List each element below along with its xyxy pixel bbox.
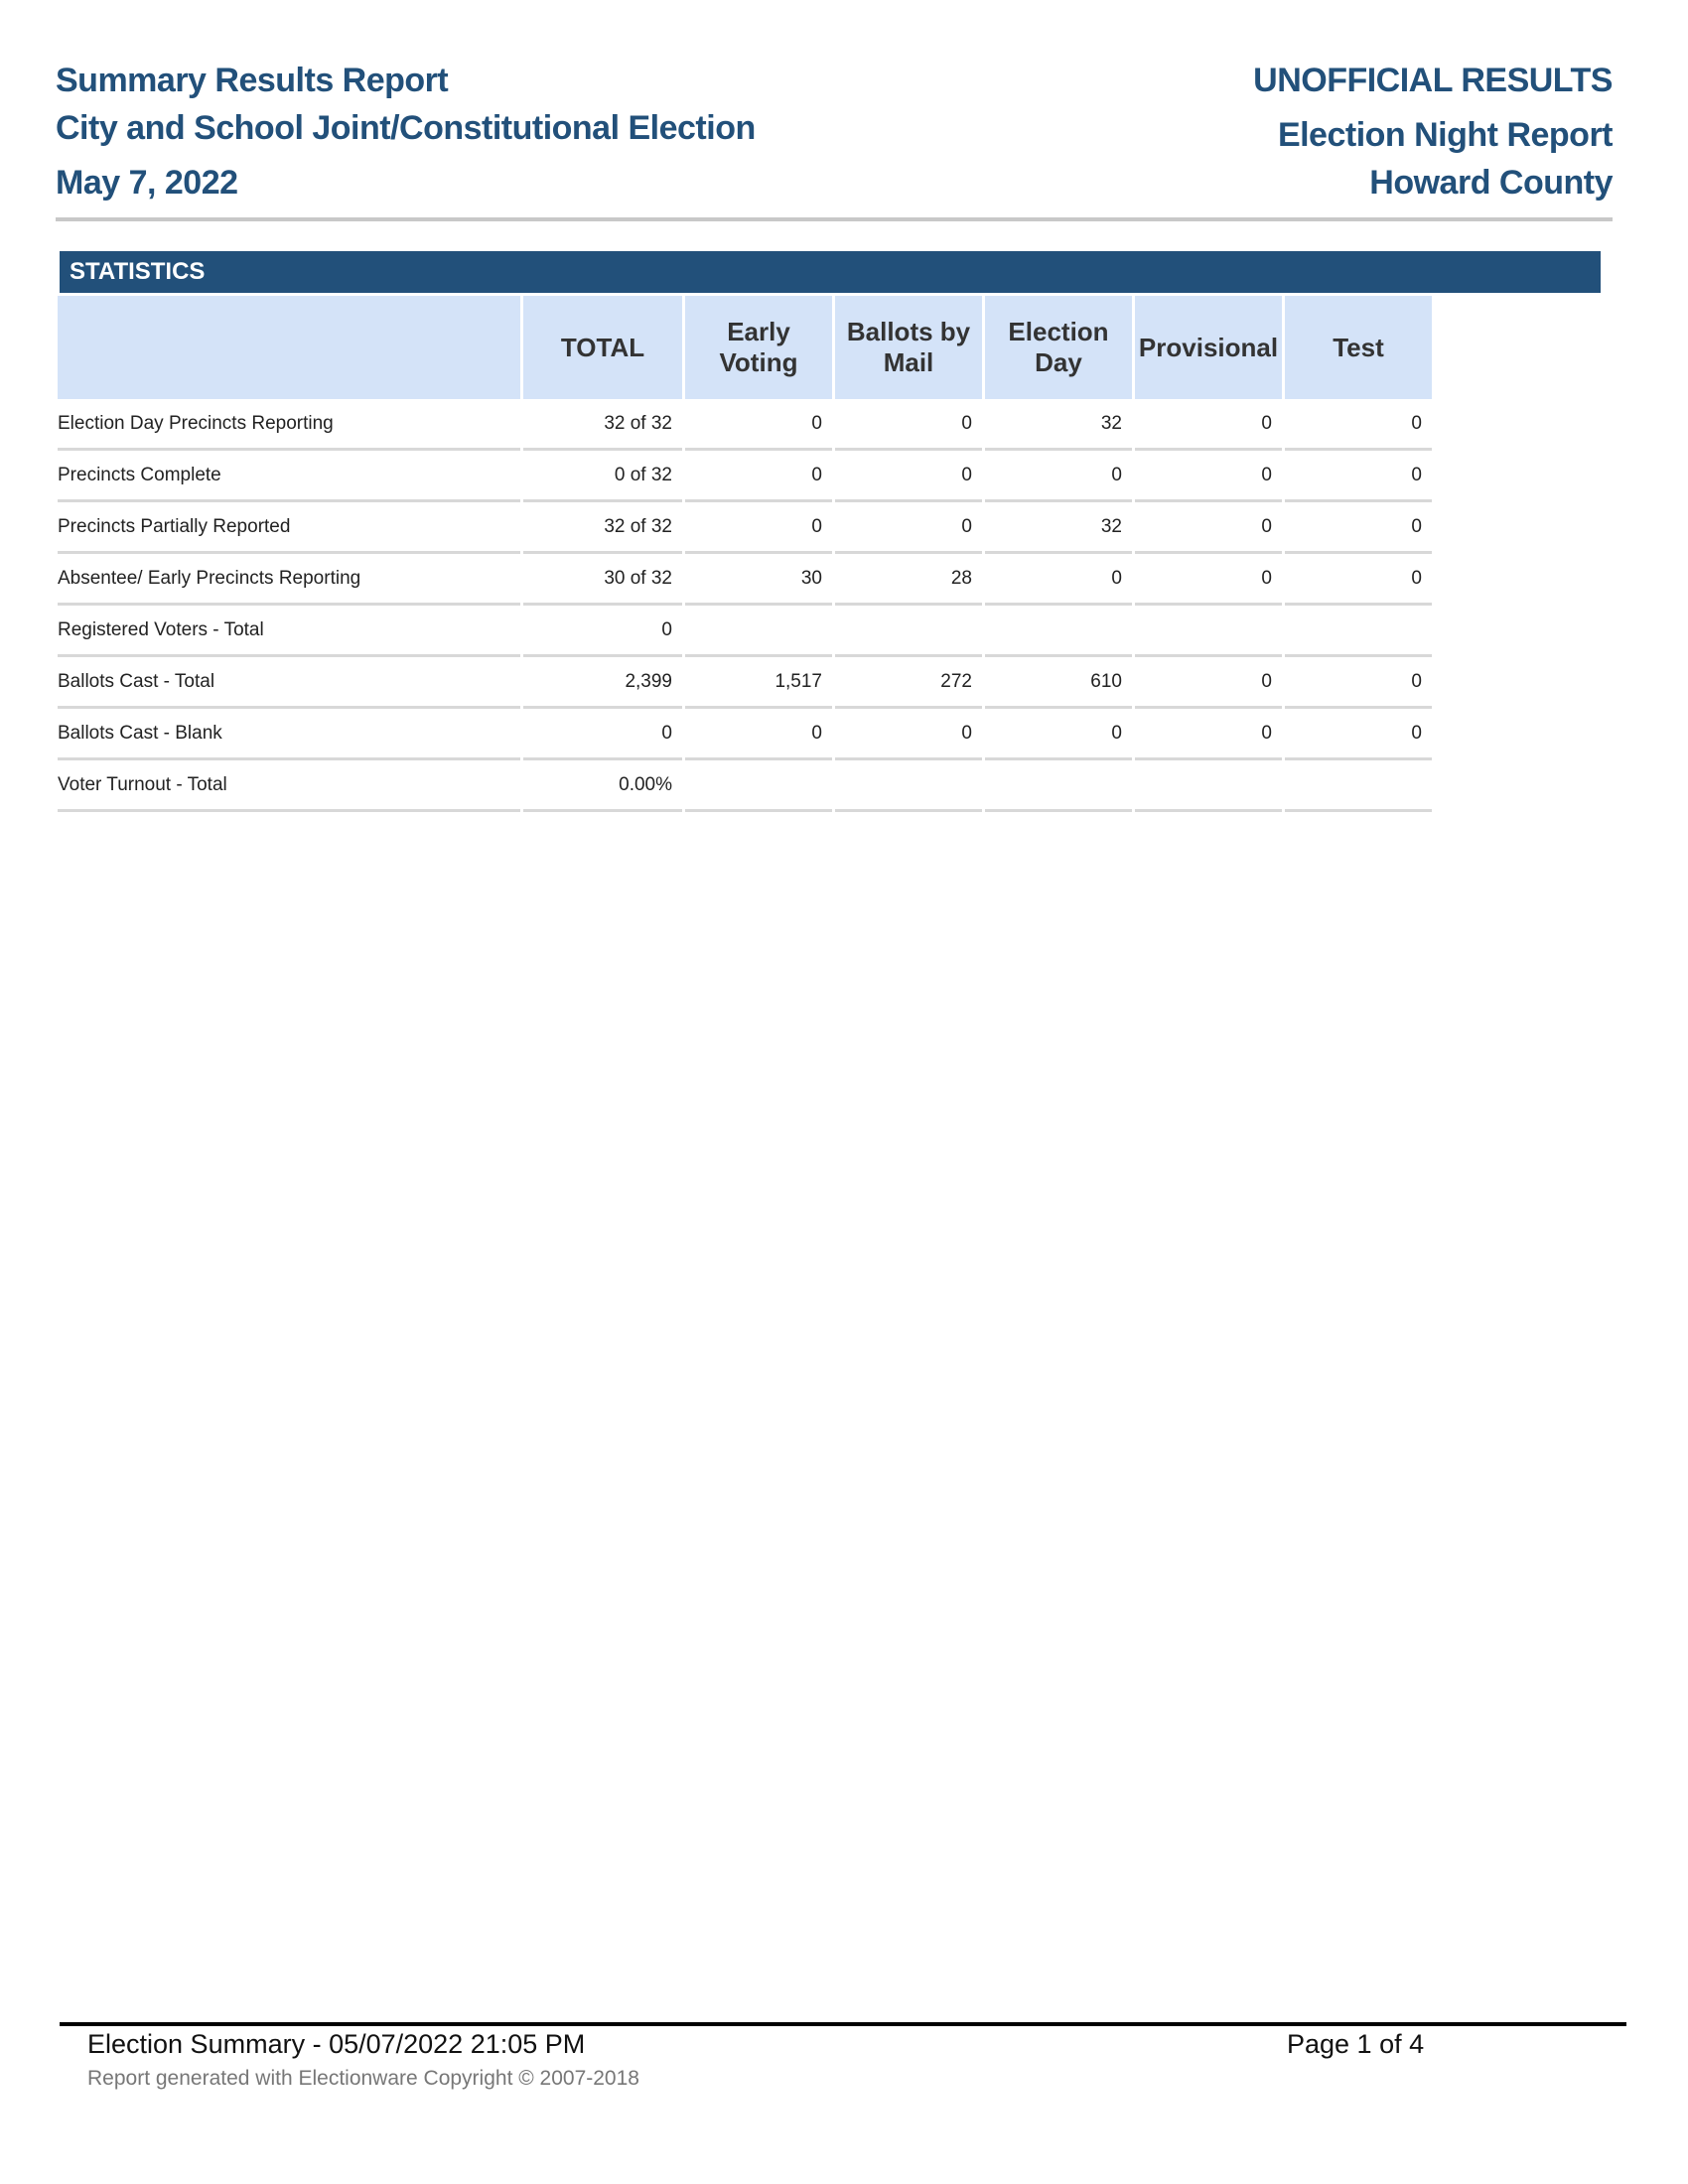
cell-value: 32: [985, 502, 1132, 554]
table-row: [58, 502, 1432, 554]
report-type: Election Night Report: [1277, 116, 1613, 154]
cell-value: 0: [985, 554, 1132, 606]
cell-value: [1285, 760, 1432, 812]
row-label: Voter Turnout - Total: [58, 760, 520, 812]
report-title: Summary Results Report: [56, 62, 449, 99]
table-row: [58, 606, 1432, 657]
cell-value: 0: [1135, 451, 1282, 502]
row-label: Election Day Precincts Reporting: [58, 399, 520, 451]
cell-value: 28: [835, 554, 982, 606]
cell-value: 0: [835, 502, 982, 554]
cell-value: 0: [835, 451, 982, 502]
copyright: Report generated with Electionware Copyright © 2007-2018: [87, 2067, 639, 2090]
cell-value: 272: [835, 657, 982, 709]
county-name: Howard County: [1369, 164, 1613, 202]
page-number: Page 1 of 4: [1287, 2029, 1425, 2059]
cell-value: 0: [1135, 657, 1282, 709]
results-status: UNOFFICIAL RESULTS: [1253, 62, 1613, 99]
cell-value: 0: [523, 709, 682, 760]
table-row: [58, 760, 1432, 812]
cell-value: [1135, 760, 1282, 812]
row-label: Ballots Cast - Blank: [58, 709, 520, 760]
cell-value: 0: [1135, 502, 1282, 554]
cell-value: 0: [685, 451, 832, 502]
row-label: Registered Voters - Total: [58, 606, 520, 657]
cell-value: 1,517: [685, 657, 832, 709]
cell-value: [985, 606, 1132, 657]
column-header-label: [58, 296, 520, 399]
cell-value: 0: [685, 502, 832, 554]
table-row: [58, 451, 1432, 502]
cell-value: 0.00%: [523, 760, 682, 812]
cell-value: 0: [1285, 399, 1432, 451]
column-header: Early Voting: [685, 296, 832, 399]
table-row: [58, 399, 1432, 451]
cell-value: 0 of 32: [523, 451, 682, 502]
cell-value: [1285, 606, 1432, 657]
cell-value: 0: [1135, 399, 1282, 451]
cell-value: 0: [1135, 709, 1282, 760]
cell-value: 32 of 32: [523, 399, 682, 451]
cell-value: [985, 760, 1132, 812]
table-row: [58, 657, 1432, 709]
cell-value: 610: [985, 657, 1132, 709]
cell-value: 30: [685, 554, 832, 606]
cell-value: 0: [985, 451, 1132, 502]
table-row: [58, 554, 1432, 606]
cell-value: [1135, 606, 1282, 657]
column-header: Test: [1285, 296, 1432, 399]
column-header: Election Day: [985, 296, 1132, 399]
cell-value: 32: [985, 399, 1132, 451]
column-header: Ballots by Mail: [835, 296, 982, 399]
cell-value: 0: [985, 709, 1132, 760]
cell-value: [685, 760, 832, 812]
table-header-row: [58, 296, 1432, 399]
cell-value: 0: [1285, 451, 1432, 502]
cell-value: 0: [523, 606, 682, 657]
cell-value: [685, 606, 832, 657]
column-header: Provisional: [1135, 296, 1282, 399]
cell-value: 0: [685, 399, 832, 451]
election-name: City and School Joint/Constitutional Election: [56, 109, 756, 147]
cell-value: 2,399: [523, 657, 682, 709]
cell-value: 0: [1135, 554, 1282, 606]
cell-value: [835, 606, 982, 657]
row-label: Precincts Partially Reported: [58, 502, 520, 554]
footer-summary: Election Summary - 05/07/2022 21:05 PM: [87, 2029, 586, 2059]
statistics-table: [55, 296, 1435, 812]
header-divider: [56, 217, 1613, 221]
cell-value: 0: [1285, 657, 1432, 709]
cell-value: 0: [835, 399, 982, 451]
row-label: Precincts Complete: [58, 451, 520, 502]
cell-value: 32 of 32: [523, 502, 682, 554]
table-row: [58, 709, 1432, 760]
row-label: Ballots Cast - Total: [58, 657, 520, 709]
cell-value: 0: [1285, 709, 1432, 760]
cell-value: 0: [835, 709, 982, 760]
election-date: May 7, 2022: [56, 164, 238, 202]
footer-divider: [60, 2022, 1626, 2026]
cell-value: 30 of 32: [523, 554, 682, 606]
cell-value: 0: [1285, 502, 1432, 554]
row-label: Absentee/ Early Precincts Reporting: [58, 554, 520, 606]
column-header: TOTAL: [523, 296, 682, 399]
section-title: STATISTICS: [60, 251, 1601, 293]
cell-value: [835, 760, 982, 812]
cell-value: 0: [685, 709, 832, 760]
cell-value: 0: [1285, 554, 1432, 606]
